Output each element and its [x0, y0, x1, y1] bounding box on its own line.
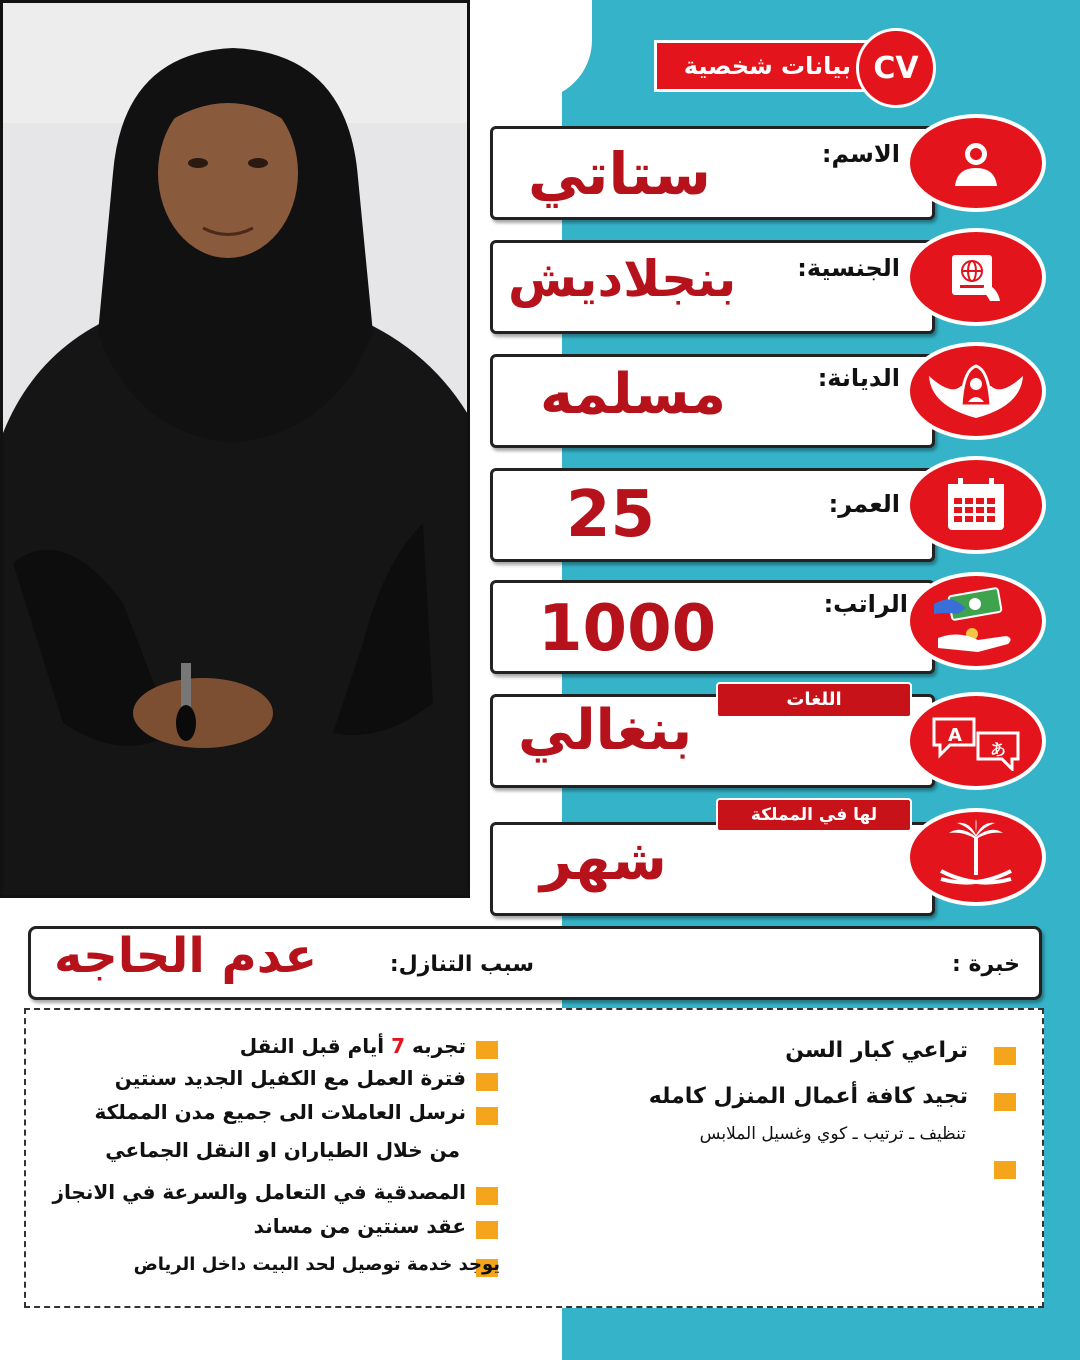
- right-list-line-1: تراعي كبار السن: [785, 1038, 968, 1063]
- bullet-square: [476, 1073, 498, 1091]
- left-list-line-2: فترة العمل مع الكفيل الجديد سنتين: [114, 1066, 466, 1090]
- left-list-line-7: يوجد خدمة توصيل لحد البيت داخل الرياض: [133, 1254, 500, 1275]
- name-icon-circle: [906, 114, 1046, 212]
- cv-label: CV: [873, 50, 919, 86]
- age-value: 25: [566, 478, 656, 552]
- right-list-line-2-sub: تنظيف ـ ترتيب ـ كوي وغسيل الملابس: [699, 1124, 966, 1144]
- money-hand-icon: [928, 586, 1024, 656]
- person-icon: [949, 136, 1003, 190]
- age-label: العمر:: [828, 490, 900, 518]
- salary-icon-circle: [906, 572, 1046, 670]
- header-title: بيانات شخصية: [683, 52, 851, 80]
- left-list-line-4: من خلال الطياران او النقل الجماعي: [105, 1138, 460, 1162]
- bullet-square: [994, 1161, 1016, 1179]
- in-kingdom-icon-circle: [906, 808, 1046, 906]
- left-list-line-3: نرسل العاملات الى جميع مدن المملكة: [94, 1100, 466, 1124]
- bullet-square: [476, 1107, 498, 1125]
- bullet-square: [994, 1047, 1016, 1065]
- languages-tag-label: اللغات: [786, 689, 842, 710]
- worker-photo: [0, 0, 470, 898]
- reason-label: سبب التنازل:: [389, 952, 534, 977]
- bullet-square: [994, 1093, 1016, 1111]
- religion-label: الديانة:: [817, 364, 900, 392]
- nationality-label: الجنسية:: [797, 254, 900, 282]
- languages-tag: [716, 682, 912, 718]
- svg-text:A: A: [948, 725, 962, 746]
- in-kingdom-tag: [716, 798, 912, 832]
- religion-icon-circle: [906, 342, 1046, 440]
- name-label: الاسم:: [821, 140, 900, 168]
- nationality-value: بنجلاديش: [508, 250, 737, 308]
- languages-value: بنغالي: [518, 698, 693, 763]
- salary-value: 1000: [538, 592, 717, 666]
- teal-bottom-shape: [562, 1300, 1080, 1360]
- left-line1-suffix: أيام قبل النقل: [239, 1034, 385, 1058]
- in-kingdom-tag-label: لها في المملكة: [750, 805, 878, 825]
- age-icon-circle: [906, 456, 1046, 554]
- left-list-line-6: عقد سنتين من مساند: [253, 1214, 466, 1238]
- bullet-square: [476, 1221, 498, 1239]
- experience-label: خبرة :: [952, 952, 1020, 977]
- hijab-icon: [921, 356, 1031, 426]
- svg-text:あ: あ: [990, 740, 1007, 759]
- left-list-line-1: [240, 1034, 466, 1058]
- in-kingdom-value: شهر: [540, 828, 667, 893]
- saudi-emblem-icon: [931, 817, 1021, 897]
- calendar-icon: [944, 476, 1008, 534]
- nationality-icon-circle: [906, 228, 1046, 326]
- reason-value: عدم الحاجه: [54, 928, 318, 984]
- name-value: ستاتي: [528, 140, 711, 208]
- religion-value: مسلمه: [540, 362, 727, 427]
- portrait-illustration: [3, 3, 470, 898]
- left-line1-number: 7: [391, 1034, 406, 1058]
- languages-icon-circle: [906, 692, 1046, 790]
- left-line1-prefix: تجربه: [411, 1034, 466, 1058]
- translate-bubbles-icon: [928, 711, 1024, 771]
- cv-badge: [856, 28, 936, 108]
- bullet-square: [476, 1187, 498, 1205]
- bullet-square: [476, 1041, 498, 1059]
- left-list-line-5: المصدقية في التعامل والسرعة في الانجاز: [52, 1180, 466, 1204]
- right-list-line-2: تجيد كافة أعمال المنزل كامله: [648, 1084, 968, 1109]
- salary-label: الراتب:: [823, 590, 908, 618]
- passport-globe-icon: [946, 249, 1006, 305]
